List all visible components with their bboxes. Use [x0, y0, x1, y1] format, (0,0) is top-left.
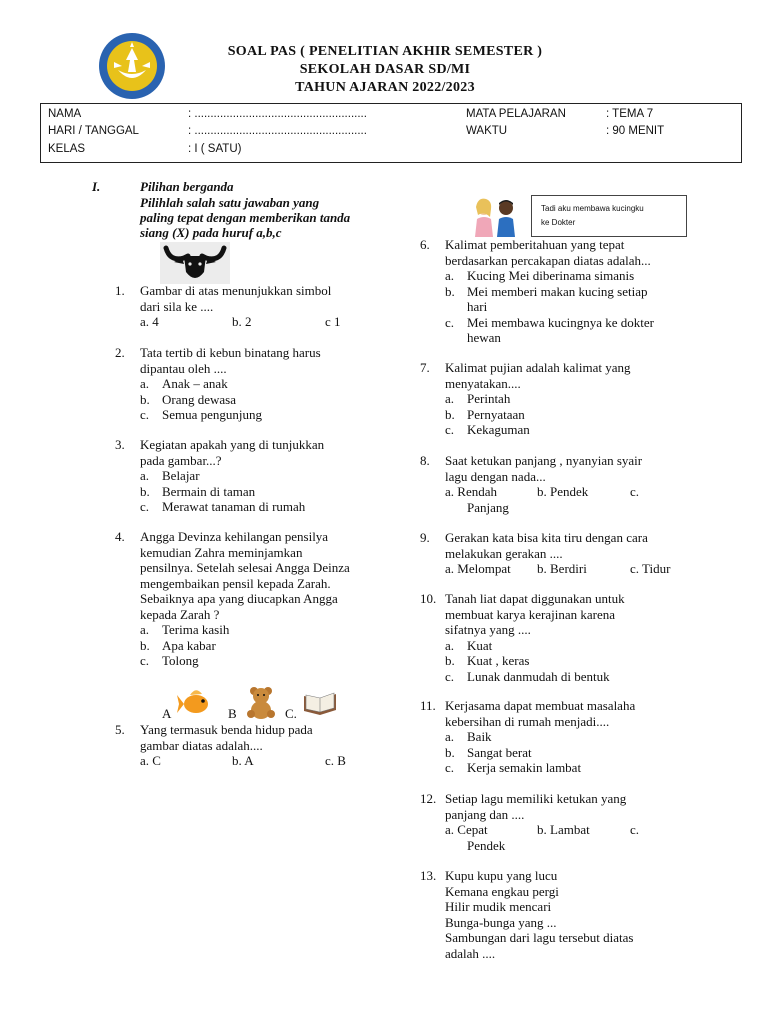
option-letter: b.	[445, 744, 455, 760]
option-letter: a.	[445, 268, 455, 283]
question-text: gambar diatas adalah....	[140, 737, 263, 753]
option-text: Lunak danmudah di bentuk	[467, 668, 610, 684]
question-number: 6.	[420, 237, 430, 252]
option-text: Anak – anak	[162, 376, 228, 391]
option-letter: b.	[445, 653, 455, 668]
option-inline: b. A	[232, 753, 254, 768]
nama-label: NAMA	[48, 108, 82, 120]
option-inline: a. Cepat	[445, 822, 488, 837]
option-letter: a.	[140, 468, 150, 483]
header-year: TAHUN AJARAN 2022/2023	[295, 80, 475, 95]
hari-value: : ......................................................	[188, 125, 367, 137]
q5-label-c: C.	[285, 706, 297, 721]
waktu-label: WAKTU	[466, 125, 508, 137]
option-letter: c.	[445, 668, 455, 684]
question-text: pensilnya. Setelah selesai Angga Deinza	[140, 560, 350, 575]
option-text: Sangat berat	[467, 744, 532, 760]
option-text: hewan	[467, 330, 501, 345]
speech-bubble-line2: ke Dokter	[541, 218, 576, 227]
question-number: 3.	[115, 437, 125, 452]
option-letter: b.	[445, 406, 455, 422]
option-text: Mei membawa kucingnya ke dokter	[467, 314, 654, 330]
option-letter: b.	[445, 283, 455, 299]
option-text: Kerja semakin lambat	[467, 760, 582, 775]
option-text: Kuat	[467, 637, 493, 653]
question-text: dipantau oleh ....	[140, 360, 227, 376]
option-text: Perintah	[467, 391, 511, 406]
option-letter: a.	[140, 622, 150, 637]
question-text: berdasarkan percakapan diatas adalah...	[445, 252, 651, 268]
q5-label-a: A	[162, 706, 172, 721]
question-text: dari sila ke ....	[140, 298, 214, 314]
question-text: pada gambar...?	[140, 452, 222, 468]
header-title: SOAL PAS ( PENELITIAN AKHIR SEMESTER )	[227, 44, 543, 59]
option-letter: c.	[140, 407, 150, 422]
waktu-value: : 90 MENIT	[606, 125, 665, 137]
question-text: Sambungan dari lagu tersebut diatas	[445, 930, 634, 945]
question-text: Sebaiknya apa yang diucapkan Angga	[140, 591, 338, 606]
question-text: adalah ....	[445, 945, 496, 961]
option-text: Pendek	[467, 837, 506, 853]
question-text: Hilir mudik mencari	[445, 899, 552, 914]
option-inline: c.	[630, 822, 640, 837]
question-text: Setiap lagu memiliki ketukan yang	[445, 791, 627, 806]
option-text: Tolong	[162, 653, 199, 668]
question-number: 2.	[115, 345, 125, 360]
option-text: Terima kasih	[162, 622, 230, 637]
question-number: 11.	[420, 698, 436, 713]
question-text: Tanah liat dapat diggunakan untuk	[445, 591, 625, 606]
question-number: 4.	[115, 529, 125, 544]
question-number: 5.	[115, 722, 125, 737]
question-text: mengembaikan pensil kepada Zarah.	[140, 575, 331, 591]
option-text: Baik	[467, 729, 492, 744]
option-inline: c. Tidur	[630, 561, 671, 576]
teddy-bear-image	[245, 685, 277, 719]
option-inline: b. Berdiri	[537, 561, 587, 576]
option-text: Apa kabar	[162, 637, 216, 653]
question-number: 9.	[420, 530, 430, 545]
question-text: panjang dan ....	[445, 806, 525, 822]
question-text: melakukan gerakan ....	[445, 545, 563, 561]
question-text: sifatnya yang ....	[445, 622, 531, 637]
option-inline: c.	[630, 484, 640, 499]
option-text: Kekaguman	[467, 422, 530, 437]
option-text: Bermain di taman	[162, 483, 256, 499]
option-letter: b.	[140, 483, 150, 499]
question-text: lagu dengan nada...	[445, 468, 546, 484]
question-text: membuat karya kerajinan karena	[445, 606, 615, 622]
bull-head-image	[160, 242, 230, 284]
section-instruction-2: paling tepat dengan memberikan tanda	[140, 210, 351, 225]
option-letter: b.	[140, 391, 150, 407]
option-text: Orang dewasa	[162, 391, 236, 407]
option-letter: a.	[445, 729, 455, 744]
question-text: Saat ketukan panjang , nyanyian syair	[445, 453, 643, 468]
option-letter: c.	[140, 499, 150, 514]
option-inline: b. Lambat	[537, 822, 590, 837]
question-number: 7.	[420, 360, 430, 375]
question-text: Kerjasama dapat membuat masalaha	[445, 698, 636, 713]
question-number: 8.	[420, 453, 430, 468]
question-text: Kalimat pujian adalah kalimat yang	[445, 360, 631, 375]
student-info-box	[40, 103, 742, 163]
question-number: 12.	[420, 791, 437, 806]
option-text: Pernyataan	[467, 406, 525, 422]
mapel-label: MATA PELAJARAN	[466, 108, 566, 120]
question-text: Kupu kupu yang lucu	[445, 868, 558, 883]
option-letter: c.	[140, 653, 150, 668]
tut-wuri-handayani-logo	[92, 30, 172, 102]
section-number: I.	[92, 179, 101, 194]
goldfish-image	[176, 686, 214, 720]
option-inline: a. Rendah	[445, 484, 497, 499]
speech-bubble	[531, 195, 687, 237]
option-text: Semua pengunjung	[162, 407, 263, 422]
option-inline: b. 2	[232, 314, 252, 329]
question-text: Gambar di atas menunjukkan simbol	[140, 283, 332, 298]
question-text: Angga Devinza kehilangan pensilya	[140, 529, 329, 544]
question-text: Kemana engkau pergi	[445, 883, 559, 899]
option-letter: a.	[445, 637, 455, 653]
question-text: Gerakan kata bisa kita tiru dengan cara	[445, 530, 648, 545]
option-letter: c.	[445, 314, 455, 330]
book-image	[302, 690, 338, 716]
question-number: 1.	[115, 283, 125, 298]
kelas-label: KELAS	[48, 143, 86, 155]
question-text: Bunga-bunga yang ...	[445, 914, 557, 930]
option-letter: b.	[140, 637, 150, 653]
option-text: Mei memberi makan kucing setiap	[467, 283, 648, 299]
option-letter: a.	[445, 391, 455, 406]
question-text: menyatakan....	[445, 375, 521, 391]
option-text: Panjang	[467, 499, 509, 515]
header-school: SEKOLAH DASAR SD/MI	[299, 62, 471, 77]
section-title: Pilihan berganda	[140, 179, 234, 194]
option-text: Kuat , keras	[467, 653, 530, 668]
hari-label: HARI / TANGGAL	[48, 125, 139, 137]
option-text: hari	[467, 299, 488, 314]
question-text: kepada Zarah ?	[140, 606, 220, 622]
two-children-talking-image	[470, 197, 520, 237]
option-inline: c. B	[325, 753, 346, 768]
speech-bubble-line1: Tadi aku membawa kucingku	[541, 204, 644, 213]
option-text: Merawat tanaman di rumah	[162, 499, 306, 514]
mapel-value: : TEMA 7	[606, 108, 654, 120]
option-inline: a. 4	[140, 314, 159, 329]
question-text: kemudian Zahra meminjamkan	[140, 544, 303, 560]
question-number: 10.	[420, 591, 437, 606]
question-text: Tata tertib di kebun binatang harus	[140, 345, 321, 360]
option-inline: c 1	[325, 314, 341, 329]
option-inline: a. C	[140, 753, 161, 768]
option-letter: c.	[445, 422, 455, 437]
option-letter: c.	[445, 760, 455, 775]
nama-value: : ......................................................	[188, 108, 367, 120]
question-text: Yang termasuk benda hidup pada	[140, 722, 313, 737]
option-text: Belajar	[162, 468, 200, 483]
kelas-value: : I ( SATU)	[188, 143, 242, 155]
question-number: 13.	[420, 868, 437, 883]
question-text: Kalimat pemberitahuan yang tepat	[445, 237, 625, 252]
option-inline: a. Melompat	[445, 561, 511, 576]
option-letter: a.	[140, 376, 150, 391]
option-text: Kucing Mei diberinama simanis	[467, 268, 635, 283]
question-text: Kegiatan apakah yang di tunjukkan	[140, 437, 325, 452]
option-inline: b. Pendek	[537, 484, 589, 499]
q5-label-b: B	[228, 706, 237, 721]
question-text: kebersihan di rumah menjadi....	[445, 713, 610, 729]
section-instruction-1: Pilihlah salah satu jawaban yang	[140, 195, 320, 210]
section-instruction-3: siang (X) pada huruf a,b,c	[140, 225, 282, 240]
